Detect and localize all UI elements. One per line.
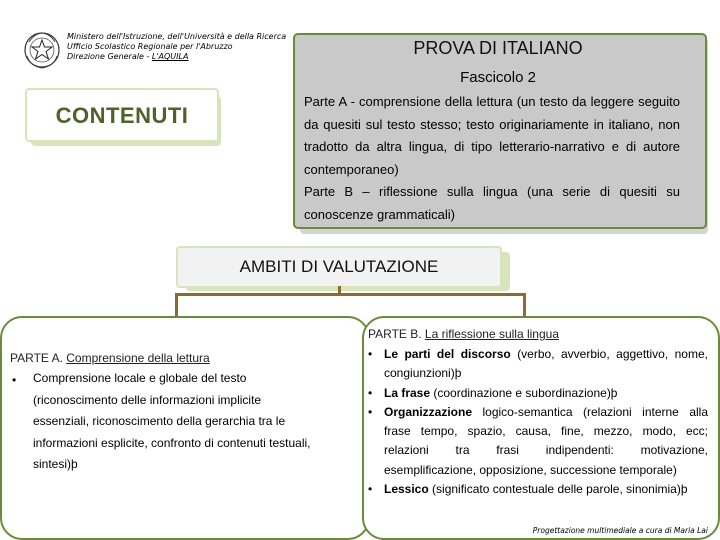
- panel-subtitle: Fascicolo 2: [460, 69, 536, 86]
- list-bullet: •: [368, 385, 373, 400]
- parte-b-link: La riflessione sulla lingua: [424, 327, 559, 341]
- list-item-text: (verbo, avverbio, aggettivo, nome, congiunzioni)þ: [384, 347, 708, 381]
- connector-right-drop: [523, 293, 526, 317]
- parte-a-item-first-line: [33, 368, 343, 390]
- parte-a-link: Comprensione della lettura: [66, 351, 210, 365]
- ministry-line-1: Ministero dell'Istruzione, dell'Università e della Ricerca: [67, 32, 287, 41]
- part-b-description: [304, 181, 680, 226]
- parte-a-heading: [10, 351, 210, 365]
- parte-a-line-4: sintesi)þ: [33, 457, 78, 471]
- parte-a-line-1: (riconoscimento delle informazioni implicite: [33, 392, 262, 407]
- connector-horizontal: [175, 293, 526, 296]
- ministry-line-2: Ufficio Scolastico Regionale per l'Abruzzo: [67, 42, 233, 51]
- part-b-text: (una serie di quesiti su conoscenze grammaticali): [304, 184, 680, 222]
- ministry-line-3-prefix: Direzione Generale -: [67, 52, 152, 61]
- parte-a-bullet: •: [12, 373, 17, 387]
- part-b-label: Parte B – riflessione sulla lingua: [304, 184, 518, 200]
- list-item-bold: La frase: [384, 385, 431, 400]
- parte-a-item-rest: locale e globale del testo: [111, 371, 247, 385]
- list-item-bold: Organizzazione: [384, 404, 473, 419]
- parte-b-prefix: PARTE B.: [368, 327, 425, 341]
- list-bullet: •: [368, 482, 373, 497]
- list-item-text: (significato contestuale delle parole, sinonimia)þ: [428, 482, 688, 497]
- panel-title: PROVA DI ITALIANO: [413, 38, 583, 58]
- list-item: [366, 403, 708, 480]
- parte-a-line-2: essenziali, riconoscimento della gerarchia tra le: [33, 414, 286, 428]
- ambiti-label: AMBITI DI VALUTAZIONE: [239, 257, 439, 276]
- list-item-text: logico-semantica (relazioni interne alla frase tempo, spazio, causa, fine, mezzo, modo, ecc; relazioni tra frasi indipendenti: motivazione, esemplificazione, opposizione, successione temporale): [384, 404, 708, 477]
- part-a-description: [304, 91, 680, 181]
- ministry-line-3: [67, 52, 286, 62]
- parte-a-item: [33, 368, 343, 476]
- list-bullet: •: [368, 404, 373, 419]
- parte-a-line-3: informazioni esplicite, confronto di contenuti testuali,: [33, 435, 311, 450]
- parte-a-prefix: PARTE A.: [10, 351, 67, 365]
- connector-left-drop: [175, 293, 178, 317]
- parte-a-item-bold: Comprensione: [33, 371, 112, 385]
- ministry-heading: [67, 32, 286, 62]
- part-a-label: Parte A - comprensione della lettura: [304, 94, 513, 109]
- list-item-bold: Lessico: [384, 482, 429, 497]
- list-item-bold: Le parti del discorso: [384, 347, 511, 361]
- parte-b-list: [366, 345, 708, 499]
- part-a-text: (un testo da leggere seguito da quesiti sul testo stesso; testo originariamente in italiano, non tradotto da altra lingua, di tipo letterario-narrativo e di autore contemporaneo): [304, 94, 681, 177]
- emblem-icon: [22, 28, 62, 72]
- parte-b-heading: [368, 327, 559, 341]
- list-item: [366, 345, 708, 384]
- list-item-text: (coordinazione e subordinazione)þ: [430, 385, 618, 400]
- list-item: [366, 480, 708, 499]
- list-bullet: •: [368, 347, 373, 361]
- panel-description: [304, 91, 680, 227]
- ministry-city: L'AQUILA: [151, 52, 189, 61]
- contenuti-label: CONTENUTI: [55, 103, 189, 128]
- list-item: [366, 384, 708, 403]
- footer-credit: Progettazione multimediale a cura di Maria Lai: [532, 526, 708, 535]
